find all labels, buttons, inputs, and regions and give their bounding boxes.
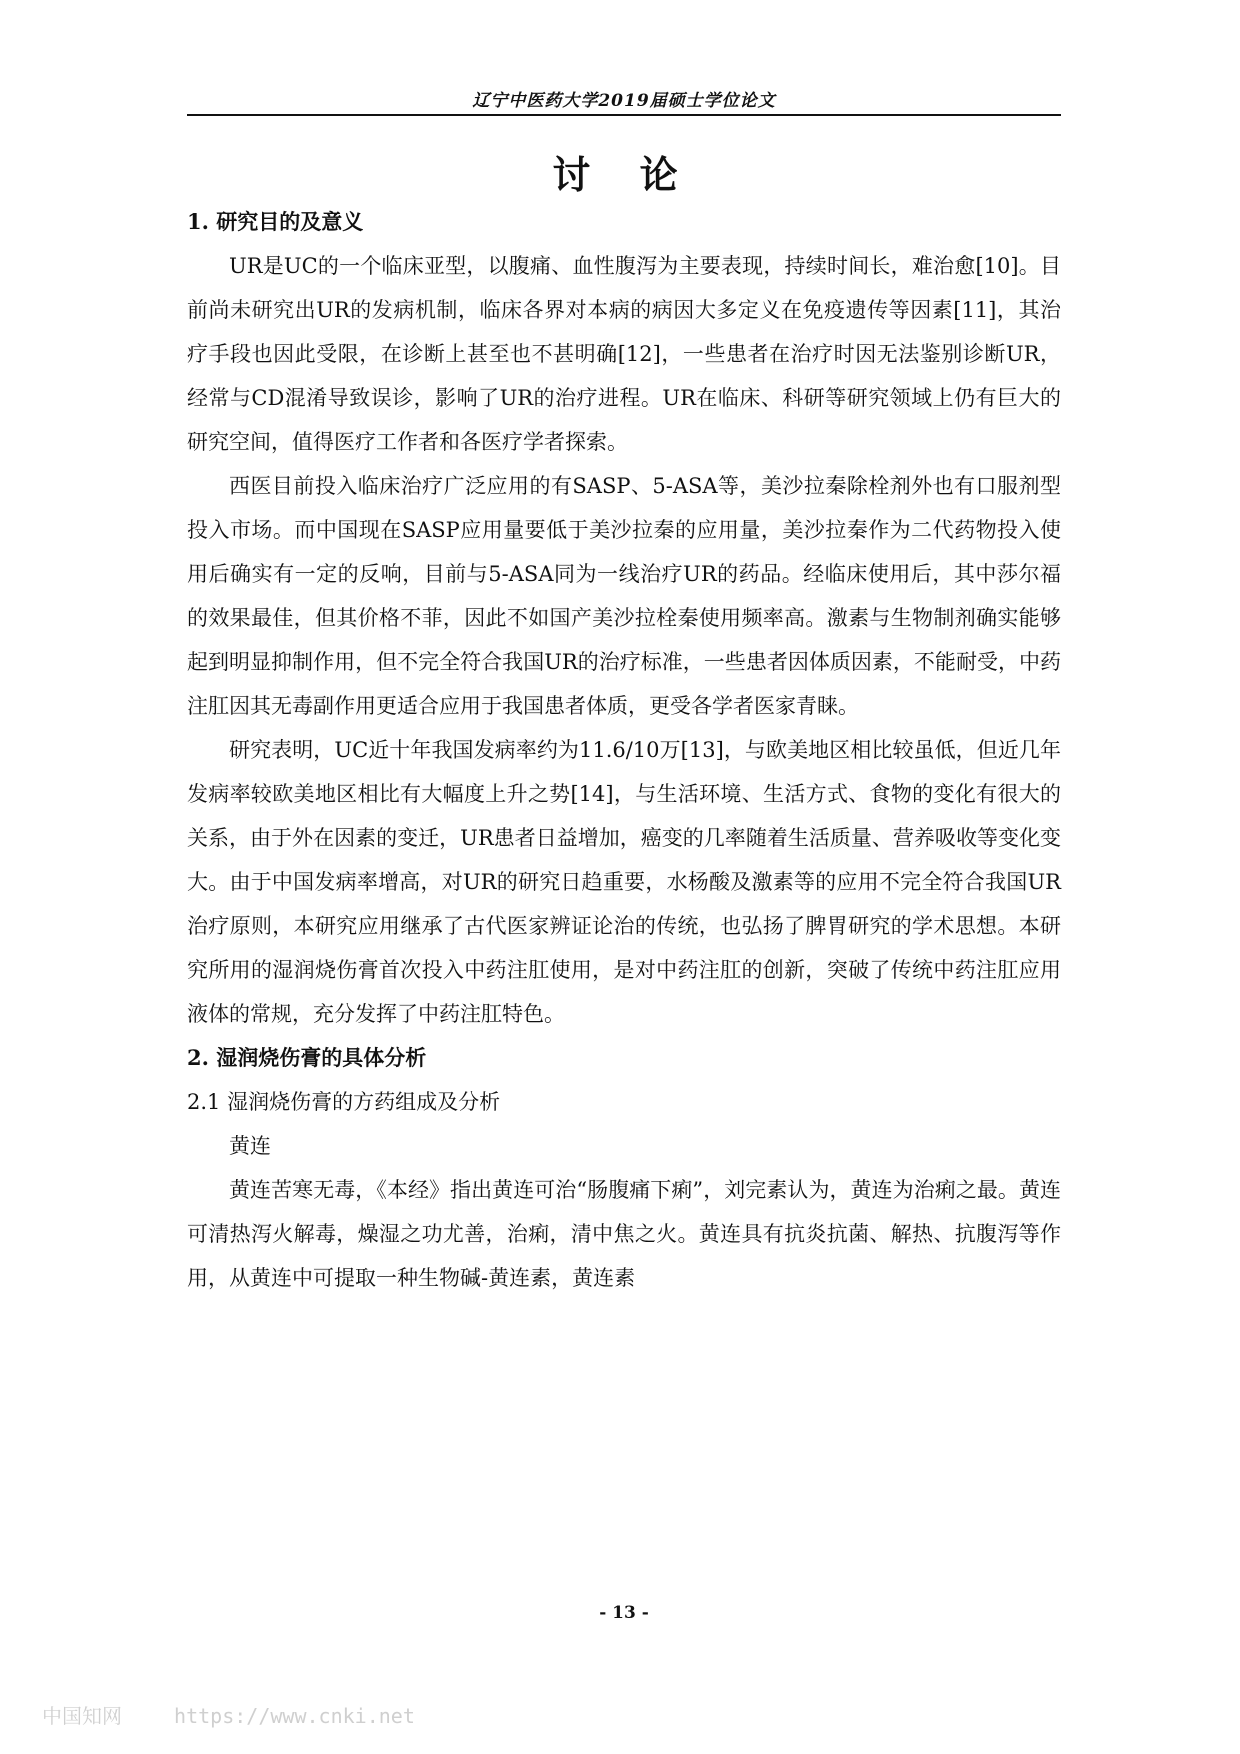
paragraph: 西医目前投入临床治疗广泛应用的有SASP、5-ASA等，美沙拉秦除栓剂外也有口服剂型投入市场。而中国现在SASP应用量要低于美沙拉秦的应用量，美沙拉秦作为二代药物投入使用后确实有一定的反响，目前与5-ASA同为一线治疗UR的药品。经临床使用后，其中莎尔福的效果最佳，但其价格不菲，因此不如国产美沙拉栓秦使用频率高。激素与生物制剂确实能够起到明显抑制作用，但不完全符合我国UR的治疗标准，一些患者因体质因素，不能耐受，中药注肛因其无毒副作用更适合应用于我国患者体质，更受各学者医家青睐。 — [187, 474, 1061, 718]
subsection-heading-2-1: 2.1 湿润烧伤膏的方药组成及分析 — [187, 1090, 501, 1114]
header-rule — [187, 114, 1061, 116]
page-number: - 13 - — [599, 1603, 649, 1623]
watermark-url: https://www.cnki.net — [174, 1704, 415, 1728]
paragraph: UR是UC的一个临床亚型，以腹痛、血性腹泻为主要表现，持续时间长，难治愈[10]。目前尚未研究出UR的发病机制，临床各界对本病的病因大多定义在免疫遗传等因素[11]，其治疗手段也因此受限，在诊断上甚至也不甚明确[12]，一些患者在治疗时因无法鉴别诊断UR，经常与CD混淆导致误诊，影响了UR的治疗进程。UR在临床、科研等研究领域上仍有巨大的研究空间，值得医疗工作者和各医疗学者探索。 — [187, 254, 1061, 454]
paragraph: 研究表明，UC近十年我国发病率约为11.6/10万[13]，与欧美地区相比较虽低，但近几年发病率较欧美地区相比有大幅度上升之势[14]，与生活环境、生活方式、食物的变化有很大的关系，由于外在因素的变迁，UR患者日益增加，癌变的几率随着生活质量、营养吸收等变化变大。由于中国发病率增高，对UR的研究日趋重要，水杨酸及激素等的应用不完全符合我国UR治疗原则，本研究应用继承了古代医家辨证论治的传统，也弘扬了脾胃研究的学术思想。本研究所用的湿润烧伤膏首次投入中药注肛使用，是对中药注肛的创新，突破了传统中药注肛应用液体的常规，充分发挥了中药注肛特色。 — [187, 738, 1061, 1026]
watermark-brand: 中国知网 — [42, 1704, 122, 1728]
page-content — [187, 200, 1061, 1300]
section-heading-2: 2. 湿润烧伤膏的具体分析 — [187, 1045, 427, 1070]
paragraph: 黄连苦寒无毒，《本经》指出黄连可治“肠腹痛下痢”，刘完素认为，黄连为治痢之最。黄连可清热泻火解毒，燥湿之功尤善，治痢，清中焦之火。黄连具有抗炎抗菌、解热、抗腹泻等作用，从黄连中可提取一种生物碱-黄连素，黄连素 — [187, 1178, 1061, 1290]
running-header: 辽宁中医药大学2019届硕士学位论文 — [472, 91, 776, 111]
watermark — [42, 1700, 415, 1729]
page-title: 讨 论 — [552, 152, 696, 197]
herb-name: 黄连 — [229, 1134, 271, 1158]
section-heading-1: 1. 研究目的及意义 — [187, 209, 364, 234]
